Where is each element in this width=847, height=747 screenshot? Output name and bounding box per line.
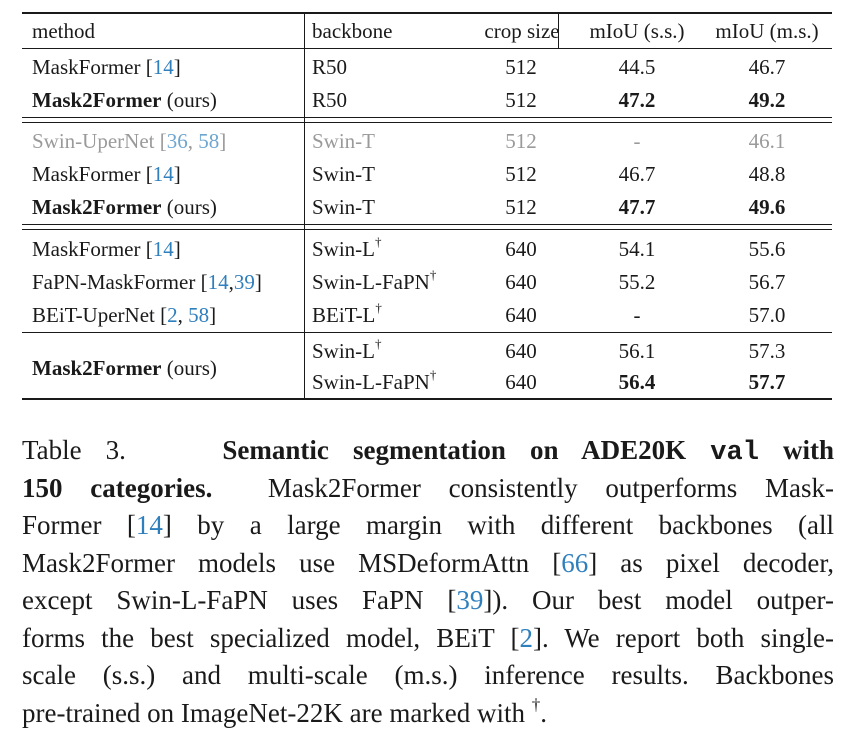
caption-line: forms the best specialized model, BEiT [2]. We report both single- (22, 622, 835, 653)
miou-ms-cell: 57.3 (748, 339, 786, 363)
citation-link[interactable]: 39 (233, 270, 255, 294)
dagger-mark: † (429, 267, 437, 282)
method-cell: MaskFormer [14] (32, 237, 181, 261)
table-caption (22, 432, 834, 732)
method-cell: BEiT-UperNet [2, 58] (32, 303, 217, 327)
caption-line: pre-trained on ImageNet-22K are marked with †. (22, 694, 548, 728)
method-cell: FaPN-MaskFormer [14,39] (32, 270, 262, 294)
miou-ss-cell: 56.1 (618, 339, 656, 363)
citation-link[interactable]: 66 (561, 547, 589, 578)
miou-ss-cell: 46.7 (618, 162, 656, 186)
table-row (22, 157, 832, 191)
method-cell: Swin-UperNet [36, 58] (32, 129, 227, 153)
backbone-cell: Swin-T (312, 162, 375, 186)
crop-size-cell: 512 (505, 88, 537, 112)
method-cell: Mask2Former (ours) (32, 88, 217, 112)
crop-size-cell: 640 (505, 303, 537, 327)
dagger-mark: † (375, 300, 382, 315)
backbone-cell: Swin-L† (312, 336, 382, 363)
miou-ms-cell: 56.7 (748, 270, 786, 294)
method-cell: Mask2Former (ours) (32, 195, 217, 219)
miou-ms-cell: 46.1 (748, 129, 786, 153)
citation-link[interactable]: 58 (198, 129, 220, 153)
crop-size-cell: 640 (505, 270, 537, 294)
method-cell: Mask2Former (ours) (32, 356, 217, 380)
dagger-mark: † (375, 234, 382, 249)
header-backbone: backbone (312, 19, 393, 43)
group-rule-2a (22, 224, 832, 225)
table-row (22, 232, 832, 266)
miou-ms-cell: 57.0 (748, 303, 786, 327)
backbone-cell: Swin-T (312, 129, 375, 153)
miou-ss-cell: 54.1 (618, 237, 656, 261)
caption-code: val (710, 438, 759, 468)
citation-link[interactable]: 2 (519, 622, 533, 653)
caption-line: scale (s.s.) and multi-scale (m.s.) inference results. Backbones (22, 660, 834, 690)
header-method: method (32, 19, 95, 43)
table-row (22, 265, 832, 299)
table-row (22, 124, 832, 158)
miou-ss-cell: 44.5 (618, 55, 656, 79)
miou-ss-cell: 47.7 (618, 195, 656, 219)
header-miou-ms: mIoU (m.s.) (715, 19, 819, 43)
caption-label: Table 3. (22, 435, 126, 465)
miou-ss-cell: - (633, 303, 641, 327)
dagger-mark: † (531, 694, 541, 714)
miou-ms-cell: 46.7 (748, 55, 786, 79)
caption-title: Semantic segmentation on ADE20K (222, 435, 687, 465)
backbone-cell: Swin-L-FaPN† (312, 367, 437, 394)
table-row (22, 334, 832, 380)
caption-line: except Swin-L-FaPN uses FaPN [39]). Our best model outper- (22, 585, 834, 615)
caption-line: Former [14] by a large margin with different backbones (all (22, 510, 834, 540)
table-header (22, 14, 832, 48)
citation-link[interactable]: 14 (152, 162, 174, 186)
crop-size-cell: 640 (505, 237, 537, 261)
crop-size-cell: 512 (505, 55, 537, 79)
dagger-mark: † (429, 367, 437, 382)
citation-link[interactable]: 39 (456, 585, 484, 615)
crop-size-cell: 640 (505, 339, 537, 363)
miou-ms-cell: 49.2 (748, 88, 786, 112)
miou-ss-cell: 47.2 (618, 88, 656, 112)
caption-line: Table 3. Semantic segmentation on ADE20K val with (22, 435, 835, 468)
citation-link[interactable]: 36 (166, 129, 188, 153)
table-row (22, 298, 832, 332)
table-row (22, 50, 832, 84)
miou-ss-cell: 56.4 (618, 370, 656, 394)
citation-link[interactable]: 14 (152, 55, 174, 79)
backbone-cell: Swin-L† (312, 234, 382, 261)
method-cell: MaskFormer [14] (32, 162, 181, 186)
table-row (22, 365, 832, 399)
crop-size-cell: 512 (505, 195, 537, 219)
backbone-cell: R50 (312, 88, 348, 112)
caption-line: Mask2Former models use MSDeformAttn [66] as pixel decoder, (22, 547, 834, 578)
citation-link[interactable]: 14 (152, 237, 174, 261)
citation-link[interactable]: 2 (167, 303, 178, 327)
header-crop-size: crop size (484, 19, 560, 43)
miou-ms-cell: 48.8 (748, 162, 786, 186)
method-cell: MaskFormer [14] (32, 55, 181, 79)
miou-ss-cell: - (633, 129, 641, 153)
table-row (22, 83, 832, 117)
miou-ss-cell: 55.2 (618, 270, 656, 294)
backbone-cell: Swin-T (312, 195, 375, 219)
caption-line: 150 categories. Mask2Former consistently outperforms Mask- (22, 472, 835, 503)
crop-size-cell: 512 (505, 162, 537, 186)
miou-ms-cell: 57.7 (748, 370, 786, 394)
miou-ms-cell: 55.6 (748, 237, 786, 261)
citation-link[interactable]: 14 (135, 510, 163, 540)
crop-size-cell: 640 (505, 370, 537, 394)
table-row (22, 190, 832, 224)
dagger-mark: † (375, 336, 382, 351)
group-rule-2b (22, 229, 832, 230)
backbone-cell: R50 (312, 55, 348, 79)
miou-ms-cell: 49.6 (748, 195, 786, 219)
backbone-cell: Swin-L-FaPN† (312, 267, 437, 294)
group-rule-1a (22, 117, 832, 118)
citation-link[interactable]: 58 (188, 303, 210, 327)
crop-size-cell: 512 (505, 129, 537, 153)
header-miou-ss: mIoU (s.s.) (589, 19, 685, 43)
backbone-cell: BEiT-L† (312, 300, 382, 327)
citation-link[interactable]: 14 (207, 270, 229, 294)
